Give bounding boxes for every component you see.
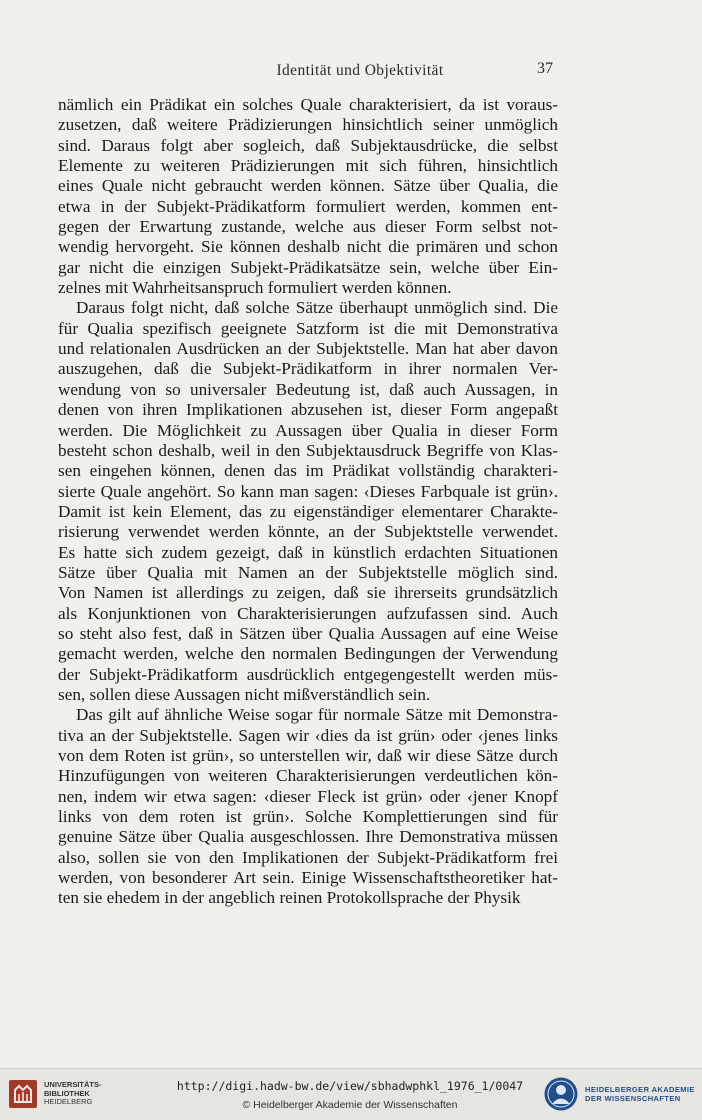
text-line: auszugehen, daß die Subjekt-Prädikatform in ihrer normalen Ver- [58,359,558,379]
paragraph [58,298,558,705]
text-line: Es hatte sich zudem gezeigt, daß in künstlich erdachten Situationen [58,542,558,562]
text-line: denen von ihren Implikationen abzusehen ist, dieser Form angepaßt [58,400,558,420]
text-line: von dem Roten ist grün›, so unterstellen wir, daß wir diese Sätze durch [58,746,558,765]
text-line: sen, sollen diese Aussagen nicht mißverständlich sein. [58,684,431,704]
page-number: 37 [537,60,553,77]
library-name-line1: UNIVERSITÄTS- [44,1080,102,1089]
text-line: besteht schon deshalb, weil in den Subjektausdruck Begriffe von Klas- [58,440,558,460]
university-library-name [44,1081,102,1107]
text-line: zusetzen, daß weitere Prädizierungen hinsichtlich seiner unmöglich [58,115,558,135]
academy-name-line1: HEIDELBERGER AKADEMIE [585,1085,695,1094]
text-line: links von dem roten ist grün›. Solche Komplettierungen sind für [58,807,558,827]
academy-name-line2: DER WISSENSCHAFTEN [585,1094,681,1103]
body-text [58,95,558,909]
text-line: werden, von besonderer Art sein. Einige Wissenschaftstheoretiker hat- [58,868,558,888]
text-line: sen eingehen können, denen das im Prädikat vollständig charakteri- [58,461,558,481]
text-line: als Konjunktionen von Charakterisierungen aufzufassen sind. Auch [58,603,558,623]
academy-seal-icon[interactable] [543,1076,579,1112]
text-line: sierte Quale angehört. So kann man sagen: ‹Dieses Farbquale ist grün›. [58,481,558,501]
paragraph [58,705,558,908]
text-line: Damit ist kein Element, das zu eigenständiger elementarer Charakte- [58,501,558,521]
text-line: Das gilt auf ähnliche Weise sogar für normale Sätze mit Demonstra- [76,705,558,725]
library-city: HEIDELBERG [44,1097,93,1106]
text-line: wendig hervorgeht. Sie können deshalb nicht die primären und schon [58,237,558,257]
text-line: eines Quale nicht gebraucht werden können. Sätze über Qualia, die [58,176,558,196]
text-line: so steht also fest, daß in Sätzen über Qualia Aussagen auf eine Weise [58,623,558,643]
text-line: für Qualia spezifisch geeignete Satzform ist die mit Demonstrativa [58,318,558,338]
text-line: Von Namen ist allerdings zu zeigen, daß sie ihrerseits grundsätzlich [58,583,558,603]
text-line: nämlich ein Prädikat ein solches Quale charakterisiert, da ist voraus- [58,95,558,114]
text-line: nen, indem wir etwa sagen: ‹dieser Fleck ist grün› oder ‹jener Knopf [58,786,558,806]
text-line: Elemente zu weiteren Prädizierungen mit sich führen, hinsichtlich [58,156,558,176]
paragraph [58,95,558,298]
text-line: gemacht werden, welche den normalen Bedingungen der Verwendung [58,644,558,664]
permalink-url[interactable]: http://digi.hadw-bw.de/view/sbhadwphkl_1976_1/0047 [176,1079,524,1093]
text-line: etwa in der Subjekt-Prädikatform formuliert werden, kommen ent- [58,196,558,216]
text-line: und relationalen Ausdrücken an der Subjektstelle. Man hat aber davon [58,339,558,359]
text-line: sind. Daraus folgt aber sogleich, daß Subjektausdrücke, die selbst [58,135,558,155]
academy-name [585,1085,695,1103]
text-line: tiva an der Subjektstelle. Sagen wir ‹dies da ist grün› oder ‹jenes links [58,725,558,745]
text-line: wendung von so universaler Bedeutung ist, daß auch Aussagen, in [58,379,558,399]
text-line: genuine Sätze über Qualia ausgeschlossen. Ihre Demonstrativa müssen [58,827,558,847]
text-line: risierung verwendet werden könnte, an der Subjektstelle verwendet. [58,522,558,542]
copyright-notice: © Heidelberger Akademie der Wissenschaften [242,1099,458,1111]
library-name-line2: BIBLIOTHEK [44,1088,90,1098]
text-line: gegen der Erwartung zustande, welche aus dieser Form selbst not- [58,217,558,237]
text-line: gar nicht die einzigen Subjekt-Prädikatsätze sein, welche über Ein- [58,257,558,277]
text-line: zelnes mit Wahrheitsanspruch formuliert werden können. [58,278,452,298]
text-line: Daraus folgt nicht, daß solche Sätze überhaupt unmöglich sind. Die [76,298,558,318]
text-line: Sätze über Qualia mit Namen an der Subjektstelle möglich sind. [58,562,558,582]
text-line: also, sollen sie von den Implikationen der Subjekt-Prädikatform frei [58,847,558,867]
text-line: werden. Die Möglichkeit zu Aussagen über Qualia in dieser Form [58,420,558,440]
text-line: Hinzufügungen von weiteren Charakterisierungen verdeutlichen kön- [58,766,558,786]
text-line: ten sie ehedem in der angeblich reinen Protokollsprache der Physik [58,888,521,908]
running-title: Identität und Objektivität [276,62,444,79]
university-library-logo-icon[interactable] [8,1079,38,1109]
viewer-footer [0,1068,702,1120]
text-line: der Subjekt-Prädikatform ausdrücklich entgegengestellt werden müs- [58,664,558,684]
